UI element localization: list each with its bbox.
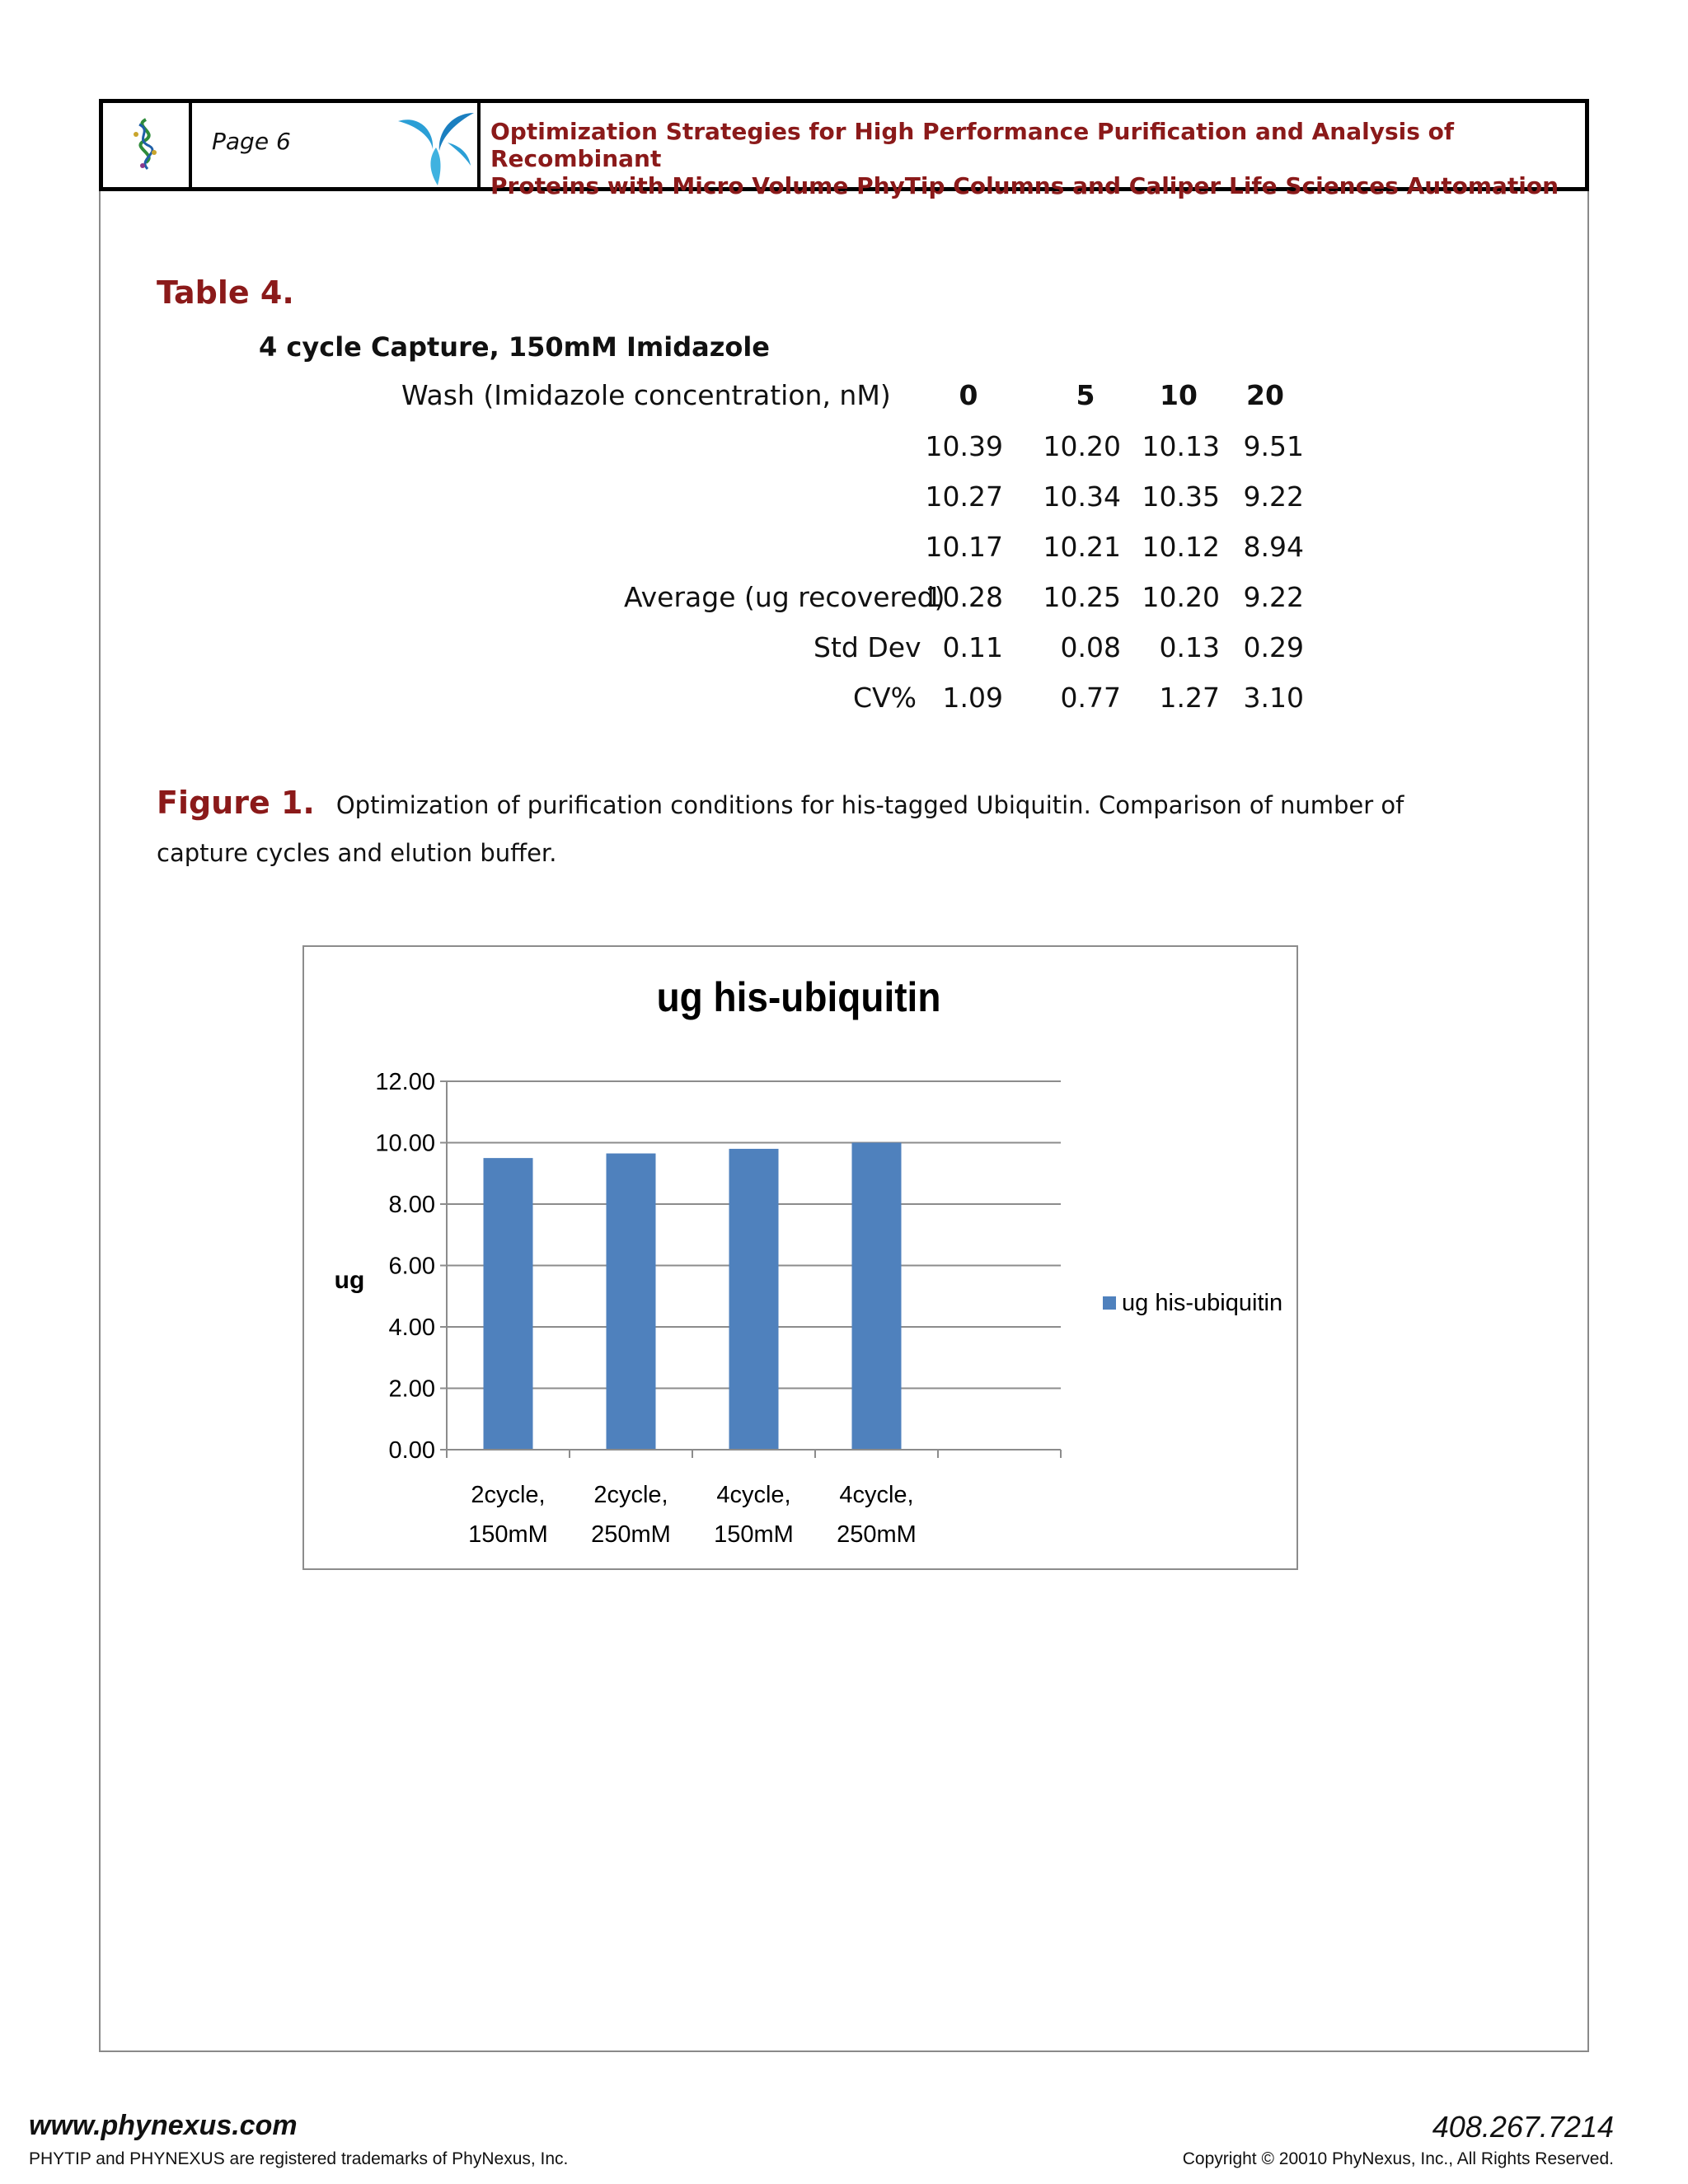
y-tick-label: 12.00 — [375, 1069, 435, 1095]
y-tick-label: 6.00 — [388, 1253, 435, 1280]
y-tick-label: 4.00 — [388, 1315, 435, 1341]
table-cell: 10.21 — [1043, 531, 1121, 563]
table-col-header: 10 — [1160, 379, 1198, 411]
table-row-label: Average (ug recovered) — [624, 581, 945, 613]
footer-phone: 408.267.7214 — [1432, 2110, 1614, 2144]
y-axis-label: ug — [334, 1267, 365, 1294]
x-tick-label: 2cycle, — [593, 1482, 668, 1508]
footer-url-link[interactable]: www.phynexus.com — [29, 2110, 298, 2141]
x-tick-label: 2cycle, — [471, 1482, 546, 1508]
legend-label: ug his-ubiquitin — [1122, 1290, 1283, 1316]
bar-chart — [304, 947, 1296, 1568]
figure-caption — [157, 779, 1484, 877]
table-cell: 0.29 — [1243, 631, 1304, 663]
table-cell: 1.09 — [942, 682, 1003, 714]
page-number: Page 6 — [212, 128, 291, 155]
table-cell: 8.94 — [1243, 531, 1304, 563]
header-logo-cell — [103, 103, 192, 187]
table-row-label: CV% — [853, 682, 917, 714]
table-title: Table 4. — [157, 274, 294, 311]
y-tick-label: 8.00 — [388, 1192, 435, 1218]
figure-caption-text: Optimization of purification conditions for his-tagged Ubiquitin. Comparison of number of capture cycles and elution buffer. — [157, 791, 1404, 867]
header-page-cell — [192, 103, 481, 187]
footer-copyright: Copyright © 20010 PhyNexus, Inc., All Rights Reserved. — [1182, 2149, 1614, 2168]
table-cell: 0.13 — [1159, 631, 1220, 663]
table-col-header: 5 — [1076, 379, 1095, 411]
table-cell: 10.34 — [1043, 480, 1121, 513]
table-cell: 10.20 — [1043, 430, 1121, 462]
bar — [607, 1154, 656, 1450]
table-cell: 10.35 — [1142, 480, 1220, 513]
x-tick-label: 250mM — [837, 1521, 917, 1548]
x-tick-label: 250mM — [591, 1521, 671, 1548]
table-cell: 10.20 — [1142, 581, 1220, 613]
x-tick-label: 150mM — [714, 1521, 794, 1548]
table-cell: 9.22 — [1243, 581, 1304, 613]
x-tick-label: 4cycle, — [839, 1482, 914, 1508]
table-header-label: Wash (Imidazole concentration, nM) — [401, 379, 891, 411]
table-cell: 10.17 — [925, 531, 1003, 563]
chart-container — [302, 945, 1298, 1570]
bar — [484, 1158, 533, 1450]
table-cell: 10.25 — [1043, 581, 1121, 613]
table-cell: 1.27 — [1159, 682, 1220, 714]
header-title-line-1: Optimization Strategies for High Performance Purification and Analysis of Recombinant — [490, 118, 1455, 172]
footer-trademark: PHYTIP and PHYNEXUS are registered trademarks of PhyNexus, Inc. — [29, 2149, 569, 2168]
table-cell: 9.22 — [1243, 480, 1304, 513]
table-cell: 10.13 — [1142, 430, 1220, 462]
table-col-header: 20 — [1246, 379, 1284, 411]
bar — [729, 1149, 779, 1450]
header-title — [481, 103, 1585, 199]
table-cell: 10.12 — [1142, 531, 1220, 563]
table-subtitle: 4 cycle Capture, 150mM Imidazole — [259, 331, 770, 363]
x-tick-label: 150mM — [468, 1521, 548, 1548]
chart-title: ug his-ubiquitin — [656, 975, 941, 1021]
table-cell: 10.28 — [925, 581, 1003, 613]
table-row-label: Std Dev — [814, 631, 921, 663]
table-cell: 0.11 — [942, 631, 1003, 663]
table-cell: 0.77 — [1060, 682, 1121, 714]
x-tick-label: 4cycle, — [716, 1482, 791, 1508]
protein-structure-icon — [128, 116, 164, 174]
page-header — [99, 99, 1589, 199]
header-title-line-2: Proteins with Micro Volume PhyTip Columns and Caliper Life Sciences Automation — [490, 172, 1559, 199]
table-cell: 3.10 — [1243, 682, 1304, 714]
legend-swatch — [1103, 1296, 1116, 1310]
figure-label: Figure 1. — [157, 785, 315, 821]
table-cell: 10.39 — [925, 430, 1003, 462]
y-tick-label: 2.00 — [388, 1376, 435, 1403]
table-cell: 10.27 — [925, 480, 1003, 513]
table-cell: 0.08 — [1060, 631, 1121, 663]
y-tick-label: 0.00 — [388, 1437, 435, 1464]
y-tick-label: 10.00 — [375, 1130, 435, 1157]
phynexus-logo-icon — [395, 106, 477, 187]
bar — [852, 1143, 902, 1451]
table-cell: 9.51 — [1243, 430, 1304, 462]
table-col-header: 0 — [959, 379, 978, 411]
